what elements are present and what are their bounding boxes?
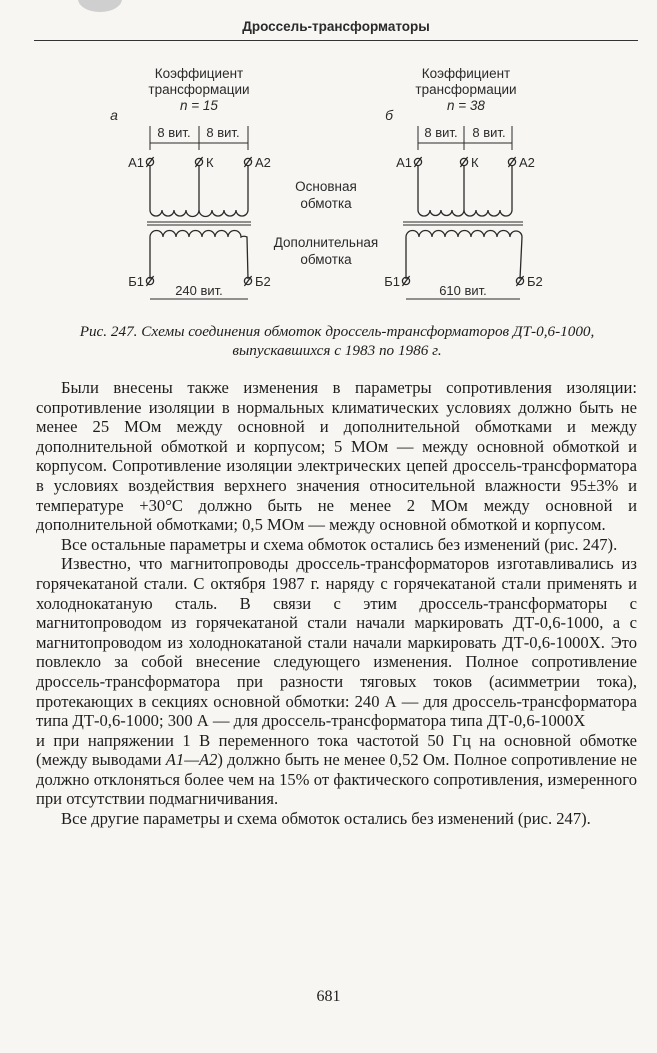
diagram-a-title-1: Коэффициент	[154, 66, 244, 81]
paragraph-4-terminals: А1—А2	[165, 750, 218, 770]
label-aux-winding-2: обмотка	[300, 252, 352, 267]
diagram-a-ratio: n = 15	[180, 98, 218, 113]
diagram-b-title-1: Коэффициент	[421, 66, 511, 81]
paragraph-5: Все другие параметры и схема обмоток остались без изменений (рис. 247).	[61, 809, 591, 829]
running-header: Дроссель-трансформаторы	[34, 14, 638, 41]
diagram-b-terminal-b1: Б1	[384, 274, 400, 289]
diagram-b-terminal-a1: А1	[396, 155, 412, 170]
label-aux-winding-1: Дополнительная	[273, 235, 379, 250]
diagram-a-letter: а	[110, 107, 118, 123]
paragraph-2: Все остальные параметры и схема обмоток остались без изменений (рис. 247).	[61, 534, 618, 554]
paragraph-4-end: ) должно быть не менее 0,52 Ом. Полное сопротивление не должно отклоняться более чем на 15% от фактического сопротивления, измеренного при отсутствии подмагничивания.	[36, 750, 637, 809]
diagram-b-letter: б	[385, 107, 393, 123]
diagram-b-terminal-a2: А2	[519, 155, 535, 170]
diagram-b-secondary-turns: 610 вит.	[439, 283, 487, 298]
paragraph-3: Известно, что магнитопроводы дроссель-трансформаторов изготавливались из горячекатаной стали. С октября 1987 г. наряду с горячекатаной стали применять и холоднокатаную сталь. В связи с этим дроссель-трансформаторы с магнитопроводом из горячекатаной стали начали маркировать ДТ-0,6-1000, а с магнитопроводом из холоднокатаной стали начали маркировать ДТ-0,6-1000Х. Это повлекло за собой внесение следующего изменения. Полное сопротивление дроссель-трансформатора при разности тяговых токов (асимметрии тока), протекающих в секциях основной обмотки: 240 А — для дроссель-трансформатора типа ДТ-0,6-1000; 300 А — для дроссель-трансформатора типа ДТ-0,6-1000Х	[36, 554, 637, 731]
diagram-b-section-left: 8 вит.	[424, 125, 458, 140]
diagram-a-section-right: 8 вит.	[206, 125, 240, 140]
diagram-b-title-2: трансформации	[415, 82, 517, 97]
diagram-a-terminal-b1: Б1	[128, 274, 144, 289]
page-number: 681	[316, 988, 341, 1005]
diagram-a	[110, 66, 271, 299]
diagram-a-terminal-a2: А2	[255, 155, 271, 170]
label-main-winding-1: Основная	[295, 179, 357, 194]
label-main-winding-2: обмотка	[300, 196, 352, 211]
paragraph-4-start: и при напряжении 1 В переменного тока частотой 50 Гц на основной обмотке (между выводами	[36, 730, 637, 770]
diagram-b-section-right: 8 вит.	[472, 125, 506, 140]
diagram-a-terminal-b2: Б2	[255, 274, 271, 289]
body-text	[36, 378, 637, 829]
figure-caption-line-2: выпускавшихся с 1983 по 1986 г.	[232, 342, 442, 359]
paragraph-4	[36, 731, 637, 809]
diagram-a-title-2: трансформации	[148, 82, 250, 97]
page-corner-mark	[78, 0, 122, 12]
diagram-a-section-left: 8 вит.	[157, 125, 191, 140]
diagram-a-terminal-a1: А1	[128, 155, 144, 170]
paragraph-1: Были внесены также изменения в параметры сопротивления изоляции: сопротивление изоляции в нормальных климатических условиях должно быть не менее 25 МОм между основной и дополнительной обмотками и между дополнительной обмоткой и корпусом; 5 МОм — между основной обмоткой и корпусом. Сопротивление изоляции электрических цепей дроссель-трансформатора в условиях воздействия верхнего значения относительной влажности 95±3% и температуре +30°С должно быть не менее 2 МОм между основной и дополнительной обмотками; 0,5 МОм — между основной обмоткой и корпусом.	[36, 378, 637, 535]
diagram-a-secondary-turns: 240 вит.	[175, 283, 223, 298]
diagram-b	[384, 66, 543, 299]
diagram-b-terminal-k: К	[471, 155, 479, 170]
diagram-a-terminal-k: К	[206, 155, 214, 170]
figure-caption	[52, 322, 622, 360]
figure-247	[0, 56, 657, 316]
diagram-b-terminal-b2: Б2	[527, 274, 543, 289]
figure-caption-line-1: Рис. 247. Схемы соединения обмоток дроссель-трансформаторов ДТ-0,6-1000,	[79, 323, 595, 340]
diagram-b-ratio: n = 38	[447, 98, 485, 113]
